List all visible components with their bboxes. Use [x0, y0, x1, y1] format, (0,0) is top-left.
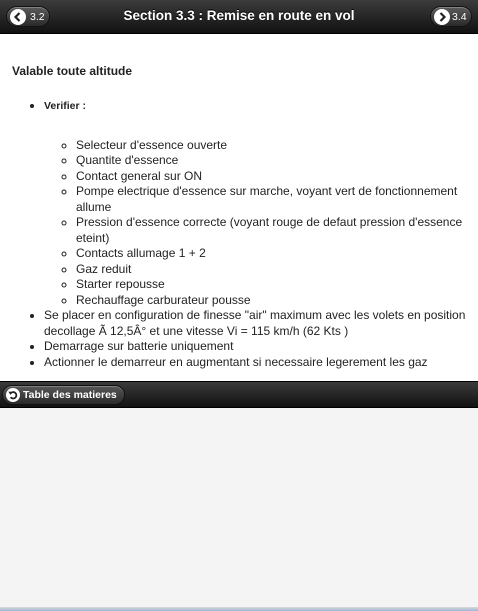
- prev-section-label: 3.2: [30, 11, 45, 23]
- verifier-label: Verifier :: [44, 100, 87, 112]
- checklist-item: ◦ Starter repousse: [76, 277, 474, 293]
- procedure-list: [12, 98, 474, 370]
- list-item: • Demarrage sur batterie uniquement: [44, 339, 474, 355]
- header-bar: [0, 0, 478, 34]
- footer-bar: [0, 381, 478, 408]
- page-title: Section 3.3 : Remise en route en vol: [123, 8, 355, 23]
- checklist: [44, 138, 474, 309]
- list-item: • Se placer en configuration de finesse "air" maximum avec les volets en position decollage Ã 12,5Â° et une vitesse Vi = 115 km/h (62 Kts ): [44, 308, 474, 339]
- next-section-label: 3.4: [452, 11, 467, 23]
- section-content: [0, 34, 478, 381]
- chevron-right-icon: [434, 9, 450, 25]
- checklist-item: ◦ Pression d'essence correcte (voyant rouge de defaut pression d'essence eteint): [76, 215, 474, 246]
- checklist-item: ◦ Selecteur d'essence ouverte: [76, 138, 474, 154]
- checklist-item: ◦ Contact general sur ON: [76, 169, 474, 185]
- checklist-item: ◦ Pompe electrique d'essence sur marche, voyant vert de fonctionnement allume: [76, 184, 474, 215]
- checklist-item: ◦ Rechauffage carburateur pousse: [76, 293, 474, 309]
- list-item: • Actionner le demarreur en augmentant si necessaire legerement les gaz: [44, 355, 474, 371]
- checklist-item: ◦ Gaz reduit: [76, 262, 474, 278]
- checklist-item: ◦ Contacts allumage 1 + 2: [76, 246, 474, 262]
- bottom-edge: [0, 607, 478, 611]
- section-heading: Valable toute altitude: [12, 64, 133, 78]
- checklist-item: ◦ Quantite d'essence: [76, 153, 474, 169]
- table-of-contents-label: Table des matieres: [23, 389, 117, 401]
- list-item: [44, 98, 474, 308]
- table-of-contents-button[interactable]: [2, 385, 125, 405]
- back-arrow-icon: [6, 388, 20, 402]
- next-section-button[interactable]: [430, 6, 472, 27]
